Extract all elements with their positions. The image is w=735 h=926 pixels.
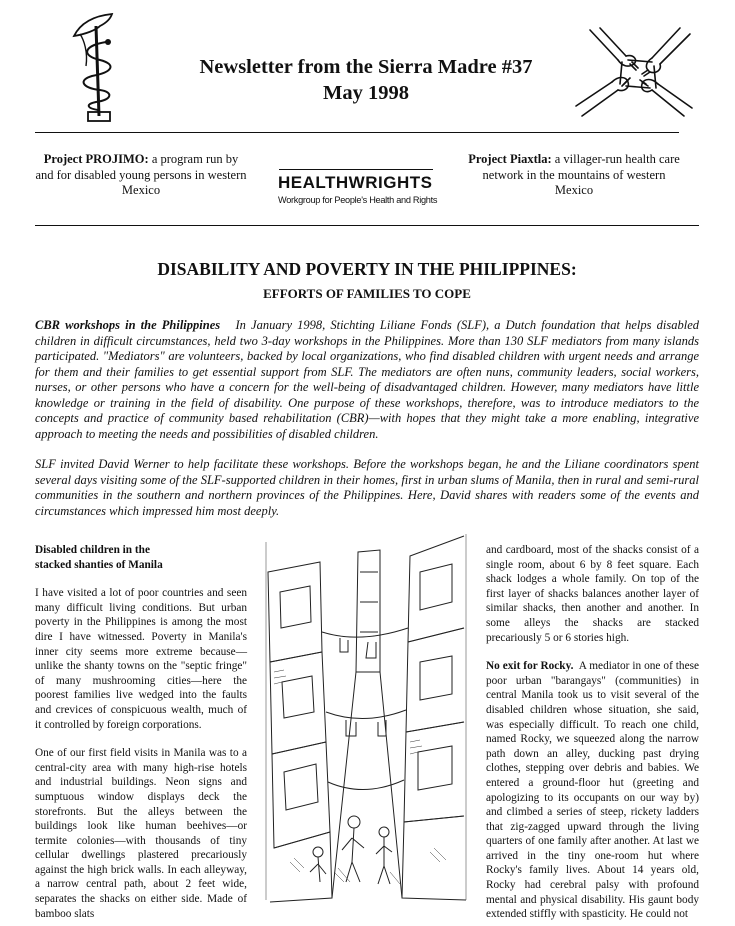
healthwrights-name: HEALTHWRIGHTS xyxy=(278,173,433,192)
newsletter-title-line1: Newsletter from the Sierra Madre #37 xyxy=(199,56,533,78)
section-heading-line2: stacked shanties of Manila xyxy=(35,558,163,571)
healthwrights-tagline: Workgroup for People's Health and Rights xyxy=(278,195,438,205)
masthead-divider xyxy=(35,225,699,226)
left-paragraph-2: One of our first field visits in Manila was to a central-city area with many high-rise hotels and industrial buildings. Neon signs and sumptuous window displays deck the storefronts. But the alleys between the buildings look like human beehives—or termite colonies—with thousands of tiny cellular dwellings plastered precariously against the high brick walls. In each alleyway, a narrow central path, about 2 feet wide, separates the shacks on either side. Made of bamboo slats xyxy=(35,747,247,920)
project-piaxtla-description: a villager-run health care network in the mountains of western Mexico xyxy=(482,152,680,197)
project-piaxtla-blurb xyxy=(468,152,680,199)
header-divider xyxy=(35,132,679,133)
right-paragraph-2 xyxy=(486,659,699,922)
section-heading xyxy=(35,543,247,572)
right-column xyxy=(486,543,699,926)
intro-paragraph-2 xyxy=(35,457,699,519)
project-piaxtla-name: Project Piaxtla: xyxy=(468,152,552,166)
project-projimo-blurb xyxy=(35,152,247,199)
healthwrights-rule xyxy=(279,169,433,170)
caduceus-icon xyxy=(66,12,126,124)
newsletter-title xyxy=(130,54,602,106)
article-subtitle: EFFORTS OF FAMILIES TO COPE xyxy=(263,286,471,301)
project-projimo-description: a program run by and for disabled young persons in western Mexico xyxy=(35,152,247,197)
newsletter-date: May 1998 xyxy=(323,82,409,104)
intro-text-2: SLF invited David Werner to help facilitate these workshops. Before the workshops began, he and the Liliane coordinators spent several days visiting some of the SLF-supported children in their homes, first in urban slums of Manila, then in rural and semi-rural communities in the southern and northern provinces of the Philippines. Here, David shares with readers some of the events and circumstances which impressed him most deeply. xyxy=(35,457,699,518)
alley-sketch-icon xyxy=(260,532,472,904)
right-paragraph-1: and cardboard, most of the shacks consist of a single room, about 6 by 8 feet square. Each shack lodges a whole family. On top of the first layer of shacks balances another layer of similar shacks, then another and another. In some alleys the shacks are stacked precariously 5 or 6 stories high. xyxy=(486,544,699,644)
project-projimo-name: Project PROJIMO: xyxy=(43,152,149,166)
right-paragraph-2-text: A mediator in one of these poor urban "barangays" (communities) in central Manila took us to visit several of the disabled children whose situation, she said, was especially difficult. To reach one child, named Rocky, we squeezed along the narrow path down an alley, ducking past drying clothes, stepping over debris and babies. We entered a ground-floor hut (greeting and apologizing to its occupants on our way by) and climbed a series of steep, rickety ladders that zig-zagged upward through the living quarters of one family after another. At last we arrived in the tiny one-room hut where Rocky's family lives. About 14 years old, Rocky had cerebral palsy with profound mental and physical disability. His gaunt body extended stiffly with spasticity. He could not xyxy=(486,660,700,921)
article-title: DISABILITY AND POVERTY IN THE PHILIPPINES: xyxy=(157,259,577,279)
intro-paragraph-1 xyxy=(35,318,699,442)
no-exit-for-rocky-heading: No exit for Rocky. xyxy=(486,660,574,673)
linked-hands-icon xyxy=(572,26,698,118)
left-column xyxy=(35,543,247,926)
section-heading-line1: Disabled children in the xyxy=(35,544,150,556)
intro-lead: CBR workshops in the Philippines xyxy=(35,318,221,332)
left-paragraph-1: I have visited a lot of poor countries and seen many difficult living conditions. But urban poverty in the Philippines is among the most dire I have witnessed. Poverty in Manila's inner city seems more extreme because—unlike the shanty towns on the "septic fringe" of many mushrooming cities—here the poorest families live wedged into the faults and crevices of conspicuous wealth, much of it controlled by foreign corporations. xyxy=(35,587,247,731)
intro-text-1: In January 1998, Stichting Liliane Fonds (SLF), a Dutch foundation that helps disabled children in difficult circumstances, held two 3-day workshops in the Philippines. More than 130 SLF mediators from many islands participated. "Mediators" are volunteers, backed by local organizations, who find disabled children with urgent needs and arrange for them and their families to get essential support from SLF. The mediators are often nuns, community leaders, social workers, nurses, or other persons who have a concern for the well-being of disadvantaged children. However, many mediators have little knowledge or training in the field of disability. One purpose of these workshops, therefore, was to introduce mediators to the concepts and practice of community based rehabilitation (CBR)—with hopes that they might take a more enabling, integrative approach to meeting the needs and possibilities of disabled children. xyxy=(35,318,700,441)
